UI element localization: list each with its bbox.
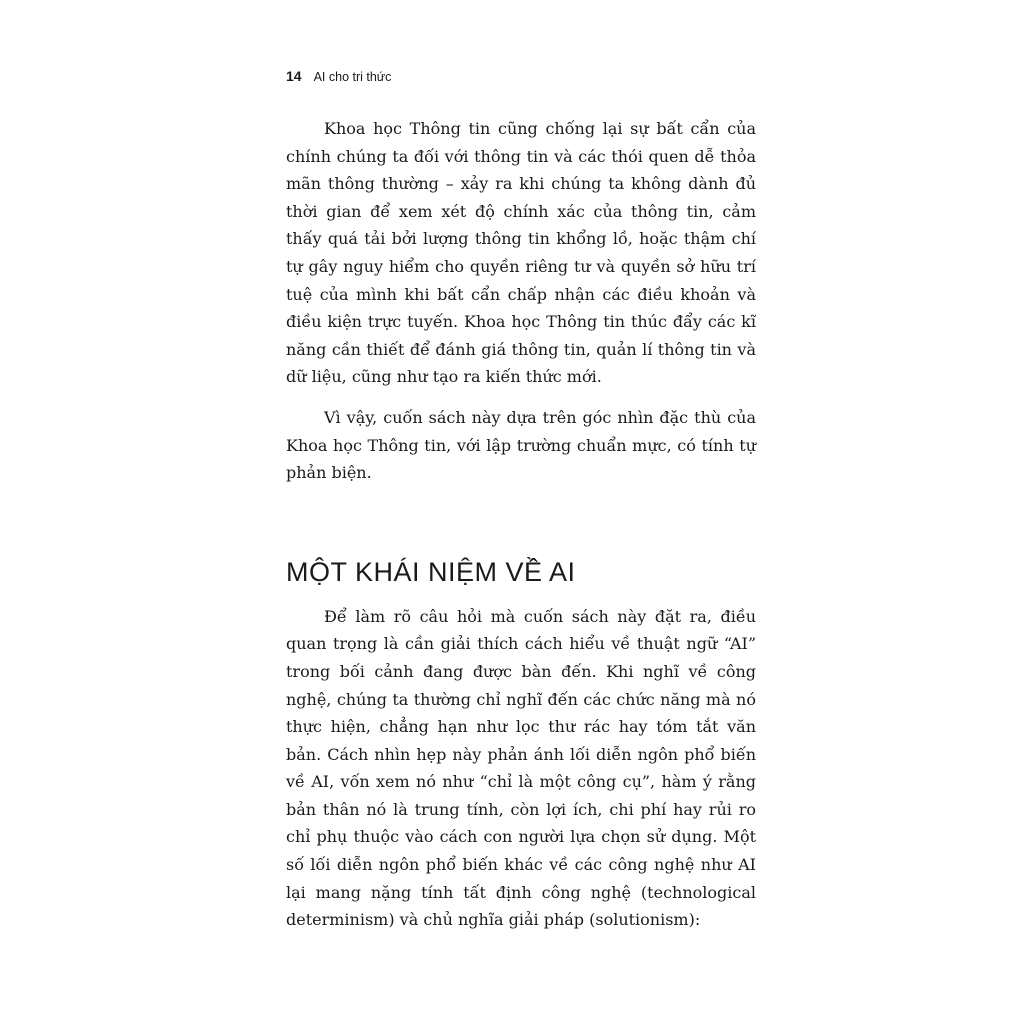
body-text: [286, 115, 756, 934]
running-head: [286, 68, 391, 90]
page-number: 14: [286, 68, 302, 84]
paragraph-information-science: Khoa học Thông tin cũng chống lại sự bất cẩn của chính chúng ta đối với thông tin và các thói quen dễ thỏa mãn thông thường – xảy ra khi chúng ta không dành đủ thời gian để xem xét độ chính xác của thông tin, cảm thấy quá tải bởi lượng thông tin khổng lồ, hoặc thậm chí tự gây nguy hiểm cho quyền riêng tư và quyền sở hữu trí tuệ của mình khi bất cẩn chấp nhận các điều khoản và điều kiện trực tuyến. Khoa học Thông tin thúc đẩy các kĩ năng cần thiết để đánh giá thông tin, quản lí thông tin và dữ liệu, cũng như tạo ra kiến thức mới.: [286, 119, 756, 387]
section-heading: MỘT KHÁI NIỆM VỀ AI: [286, 556, 576, 587]
paragraph-book-perspective: Vì vậy, cuốn sách này dựa trên góc nhìn đặc thù của Khoa học Thông tin, với lập trường chuẩn mực, có tính tự phản biện.: [286, 407, 756, 483]
paragraph-ai-concept: Để làm rõ câu hỏi mà cuốn sách này đặt ra, điều quan trọng là cần giải thích cách hiểu về thuật ngữ “AI” trong bối cảnh đang được bàn đến. Khi nghĩ về công nghệ, chúng ta thường chỉ nghĩ đến các chức năng mà nó thực hiện, chẳng hạn như lọc thư rác hay tóm tắt văn bản. Cách nhìn hẹp này phản ánh lối diễn ngôn phổ biến về AI, vốn xem nó như “chỉ là một công cụ”, hàm ý rằng bản thân nó là trung tính, còn lợi ích, chi phí hay rủi ro chỉ phụ thuộc vào cách con người lựa chọn sử dụng. Một số lối diễn ngôn phổ biến khác về các công nghệ như AI lại mang nặng tính tất định công nghệ (technological determinism) và chủ nghĩa giải pháp (solutionism):: [286, 606, 756, 930]
running-title: AI cho tri thức: [313, 70, 392, 84]
